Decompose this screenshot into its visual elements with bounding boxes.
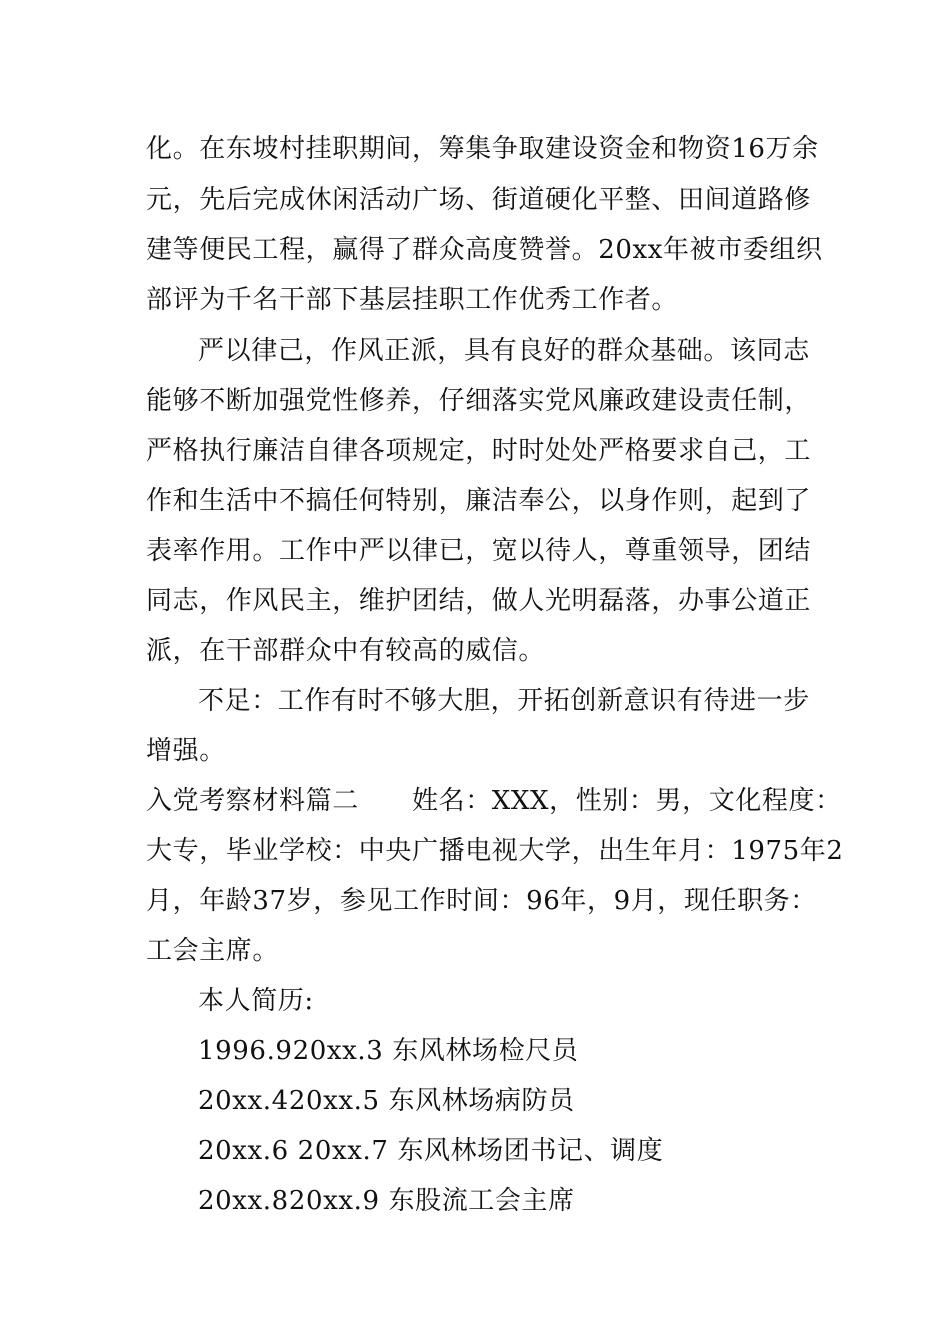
text-line: 严以律己，作风正派，具有良好的群众基础。该同志 (198, 336, 810, 366)
resume-item: 20xx.6 20xx.7 东风林场团书记、调度 (198, 1136, 664, 1166)
resume-heading: 本人简历: (198, 986, 314, 1016)
text-line: 能够不断加强党性修养，仔细落实党风廉政建设责任制， (146, 386, 812, 416)
text-line: 增强。 (146, 736, 226, 766)
text-line: 月，年龄37岁，参见工作时间：96年，9月，现任职务： (146, 886, 817, 916)
text-line: 派，在干部群众中有较高的威信。 (146, 636, 546, 666)
text-line: 不足：工作有时不够大胆，开拓创新意识有待进一步 (198, 686, 810, 716)
resume-item: 1996.920xx.3 东风林场检尺员 (198, 1036, 579, 1066)
text-line: 大专，毕业学校：中央广播电视大学，出生年月：1975年2 (146, 836, 844, 866)
text-line: 表率作用。工作中严以律已，宽以待人，尊重领导，团结 (146, 536, 812, 566)
resume-item: 20xx.420xx.5 东风林场病防员 (198, 1086, 575, 1116)
text-line: 严格执行廉洁自律各项规定，时时处处严格要求自己，工 (146, 436, 812, 466)
text-line: 化。在东坡村挂职期间，筹集争取建设资金和物资16万余 (146, 134, 819, 164)
section-heading-line: 入党考察材料篇二 姓名：XXX，性别：男，文化程度： (146, 786, 842, 816)
text-line: 作和生活中不搞任何特别，廉洁奉公，以身作则，起到了 (146, 486, 812, 516)
text-line: 同志，作风民主，维护团结，做人光明磊落，办事公道正 (146, 586, 812, 616)
text-line: 工会主席。 (146, 936, 280, 966)
text-line: 部评为千名干部下基层挂职工作优秀工作者。 (146, 285, 679, 315)
text-line: 建等便民工程，赢得了群众高度赞誉。20xx年被市委组织 (146, 235, 823, 265)
text-line: 元，先后完成休闲活动广场、街道硬化平整、田间道路修 (146, 185, 812, 215)
resume-item: 20xx.820xx.9 东股流工会主席 (198, 1186, 575, 1216)
